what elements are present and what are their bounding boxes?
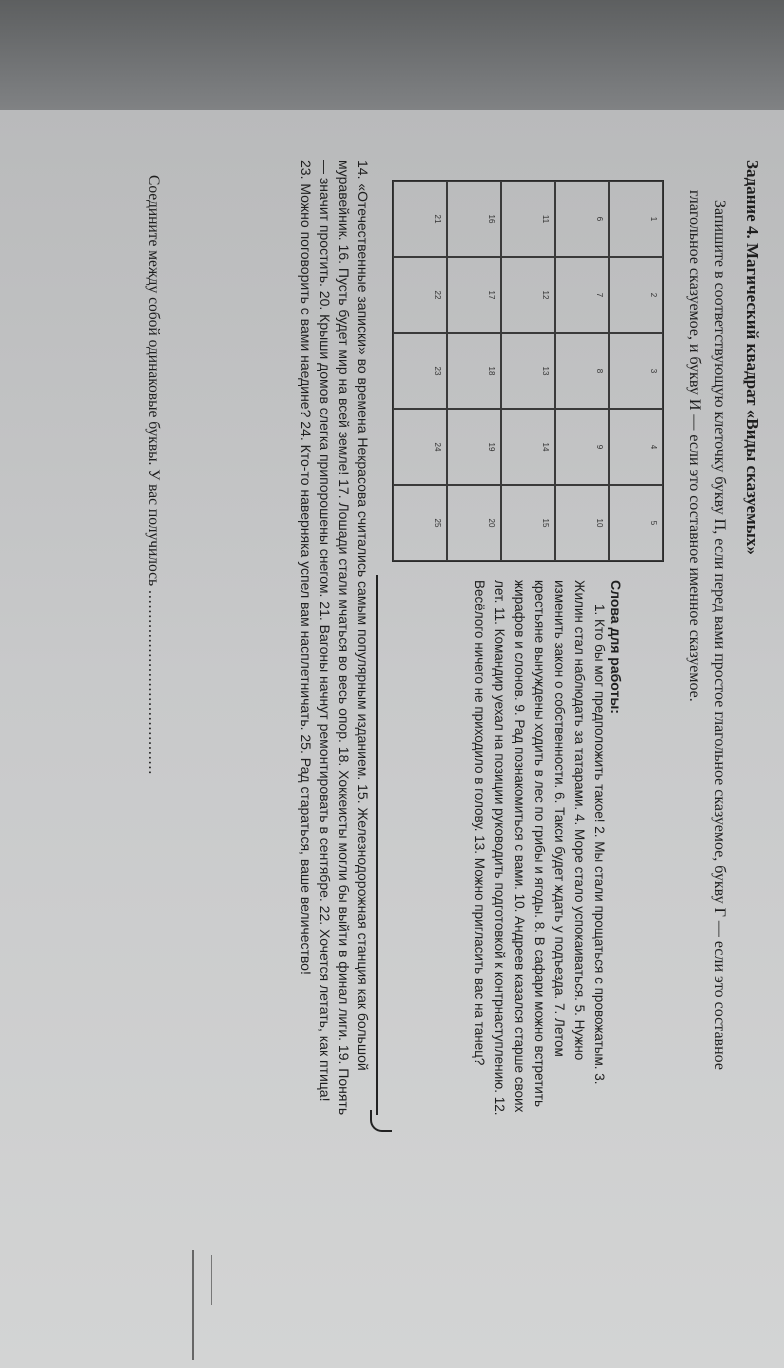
pencil-mark — [192, 1250, 194, 1360]
grid-cell[interactable]: 4 — [609, 409, 663, 485]
grid-cell[interactable]: 23 — [393, 333, 447, 409]
grid-cell[interactable]: 22 — [393, 257, 447, 333]
grid-cell[interactable]: 8 — [555, 333, 609, 409]
sentences-14-25: 14. «Отечественные записки» во времена Некрасова считались самым популярным изданием. 15. Железнодорожная станция как большой муравейник. 16. Пусть будет мир на всей земле! 17. Лошади стали мчаться во весь опор. 18. Хоккеисты могли бы выйти в финал лиги. 19. Понять — значит простить. 20. Крыши домов слегка припорошены снегом. 21. Вагоны начнут ремонтировать в сентябре. 22. Хочется летать, как птица! 23. Можно поговорить с вами наедине? 24. Кто-то наверняка успел вам насплетничать. 25. Рад стараться, ваше величество! — [298, 160, 371, 1116]
words-heading: Слова для работы: — [608, 580, 624, 714]
grid-cell[interactable]: 13 — [501, 333, 555, 409]
task-title: Задание 4. Магический квадрат «Виды сказуемых» — [743, 160, 762, 555]
task-instruction: Запишите в соответствующую клеточку букву П, если перед вами простое глагольное сказуемое, букву Г — если это составное глагольное сказуемое, и букву И — если это составное именное сказуемое. — [686, 190, 728, 1070]
conclusion-line — [144, 175, 162, 1115]
grid-cell[interactable]: 25 — [393, 485, 447, 561]
grid-cell[interactable]: 16 — [447, 181, 501, 257]
grid-cell[interactable]: 11 — [501, 181, 555, 257]
magic-square-grid — [392, 180, 664, 562]
bracket-hook — [370, 1110, 392, 1132]
grid-cell[interactable]: 12 — [501, 257, 555, 333]
grid-cell[interactable]: 19 — [447, 409, 501, 485]
grid-cell[interactable]: 7 — [555, 257, 609, 333]
grid-cell[interactable]: 9 — [555, 409, 609, 485]
grid-cell[interactable]: 14 — [501, 409, 555, 485]
answer-blank[interactable]: ...................................... — [145, 590, 162, 776]
grid-cell[interactable]: 6 — [555, 181, 609, 257]
bracket-line — [376, 575, 392, 1115]
grid-cell[interactable]: 3 — [609, 333, 663, 409]
pencil-mark — [211, 1255, 212, 1305]
grid-cell[interactable]: 21 — [393, 181, 447, 257]
grid-cell[interactable]: 24 — [393, 409, 447, 485]
conclusion-text: Соедините между собой одинаковые буквы. У вас получилось — [145, 175, 162, 587]
grid-cell[interactable]: 18 — [447, 333, 501, 409]
grid-cell[interactable]: 15 — [501, 485, 555, 561]
grid-cell[interactable]: 17 — [447, 257, 501, 333]
grid-cell[interactable]: 10 — [555, 485, 609, 561]
grid-cell[interactable]: 20 — [447, 485, 501, 561]
grid-cell[interactable]: 2 — [609, 257, 663, 333]
words-sentences-1-13: 1. Кто бы мог предположить такое! 2. Мы стали прощаться с провожатым. 3. Жилин стал наблюдать за татарами. 4. Море стало успокаиваться. 5. Нужно изменить закон о собственности. 6. Такси будет ждать у подъезда. 7. Летом крестьяне вынуждены ходить в лес по грибы и ягоды. 8. В сафари можно встретить жирафов и слонов. 9. Рад познакомиться с вами. 10. Андреев казался старше своих лет. 11. Командир уехал на позиции руководить подготовкой к контрнаступлению. 12. Весёлого ничего не приходило в голову. 13. Можно пригласить вас на танец? — [472, 580, 607, 1116]
grid-cell[interactable]: 1 — [609, 181, 663, 257]
grid-cell[interactable]: 5 — [609, 485, 663, 561]
